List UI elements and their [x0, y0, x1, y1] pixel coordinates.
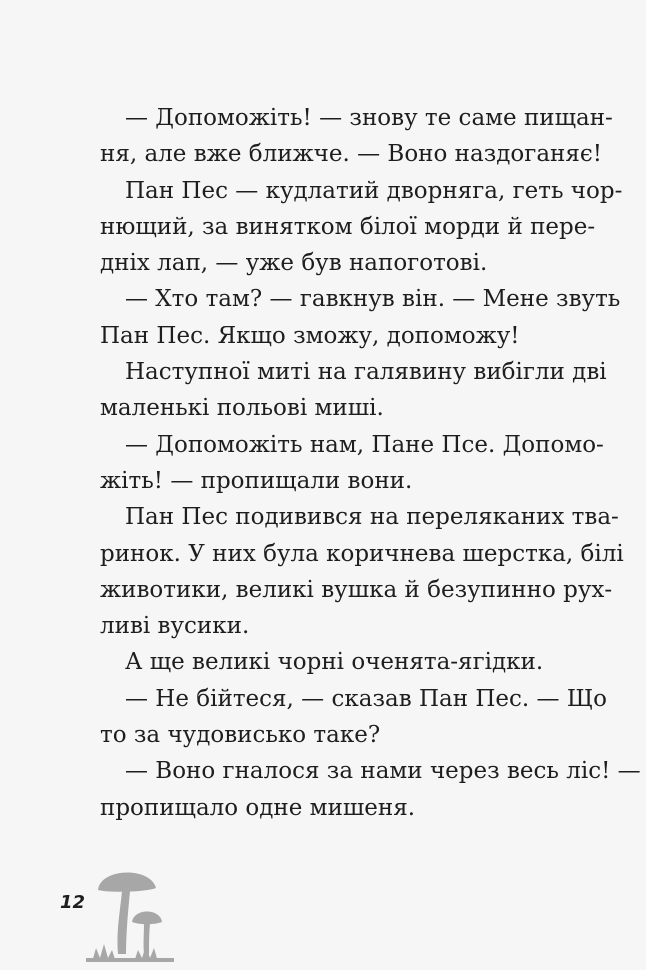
- text-line: — Допоможіть! — знову те саме пищан-: [125, 105, 613, 131]
- text-line: ня, але вже ближче. — Воно наздоганяє!: [100, 141, 602, 168]
- mushrooms-icon: [86, 862, 176, 962]
- text-line: ринок. У них була коричнева шерстка, білі: [100, 540, 624, 567]
- page-text: [100, 100, 641, 826]
- text-line: — Не бійтеся, — сказав Пан Пес. — Що: [125, 685, 607, 712]
- mushroom-cap-small: [132, 912, 162, 925]
- text-line: маленькі польові миші.: [100, 395, 384, 422]
- mushroom-cap-large: [98, 872, 156, 891]
- text-line: — Допоможіть нам, Пане Псе. Допомо-: [125, 431, 604, 458]
- text-line: то за чудовисько таке?: [100, 722, 381, 749]
- text-line: ливі вусики.: [100, 613, 250, 640]
- page-number: 12: [60, 892, 86, 913]
- mushroom-stem-large: [117, 891, 130, 954]
- text-line: — Воно гналося за нами через весь ліс! —: [125, 758, 641, 785]
- text-line: Пан Пес — кудлатий дворняга, геть чор-: [125, 177, 623, 204]
- text-line: жіть! — пропищали вони.: [100, 467, 413, 494]
- text-line: — Хто там? — гавкнув він. — Мене звуть: [125, 286, 621, 313]
- text-line: нющий, за винятком білої морди й пере-: [100, 213, 596, 240]
- text-line: пропищало одне мишеня.: [100, 794, 416, 821]
- grass-base: [86, 958, 174, 962]
- text-line: Пан Пес. Якщо зможу, допоможу!: [100, 322, 520, 349]
- text-line: Наступної миті на галявину вибігли дві: [125, 359, 607, 386]
- text-line: А ще великі чорні оченята-ягідки.: [125, 649, 544, 676]
- text-line: дніх лап, — уже був напоготові.: [100, 250, 488, 277]
- text-line: животики, великі вушка й безупинно рух-: [100, 576, 613, 603]
- text-line: Пан Пес подивився на переляканих тва-: [125, 504, 619, 531]
